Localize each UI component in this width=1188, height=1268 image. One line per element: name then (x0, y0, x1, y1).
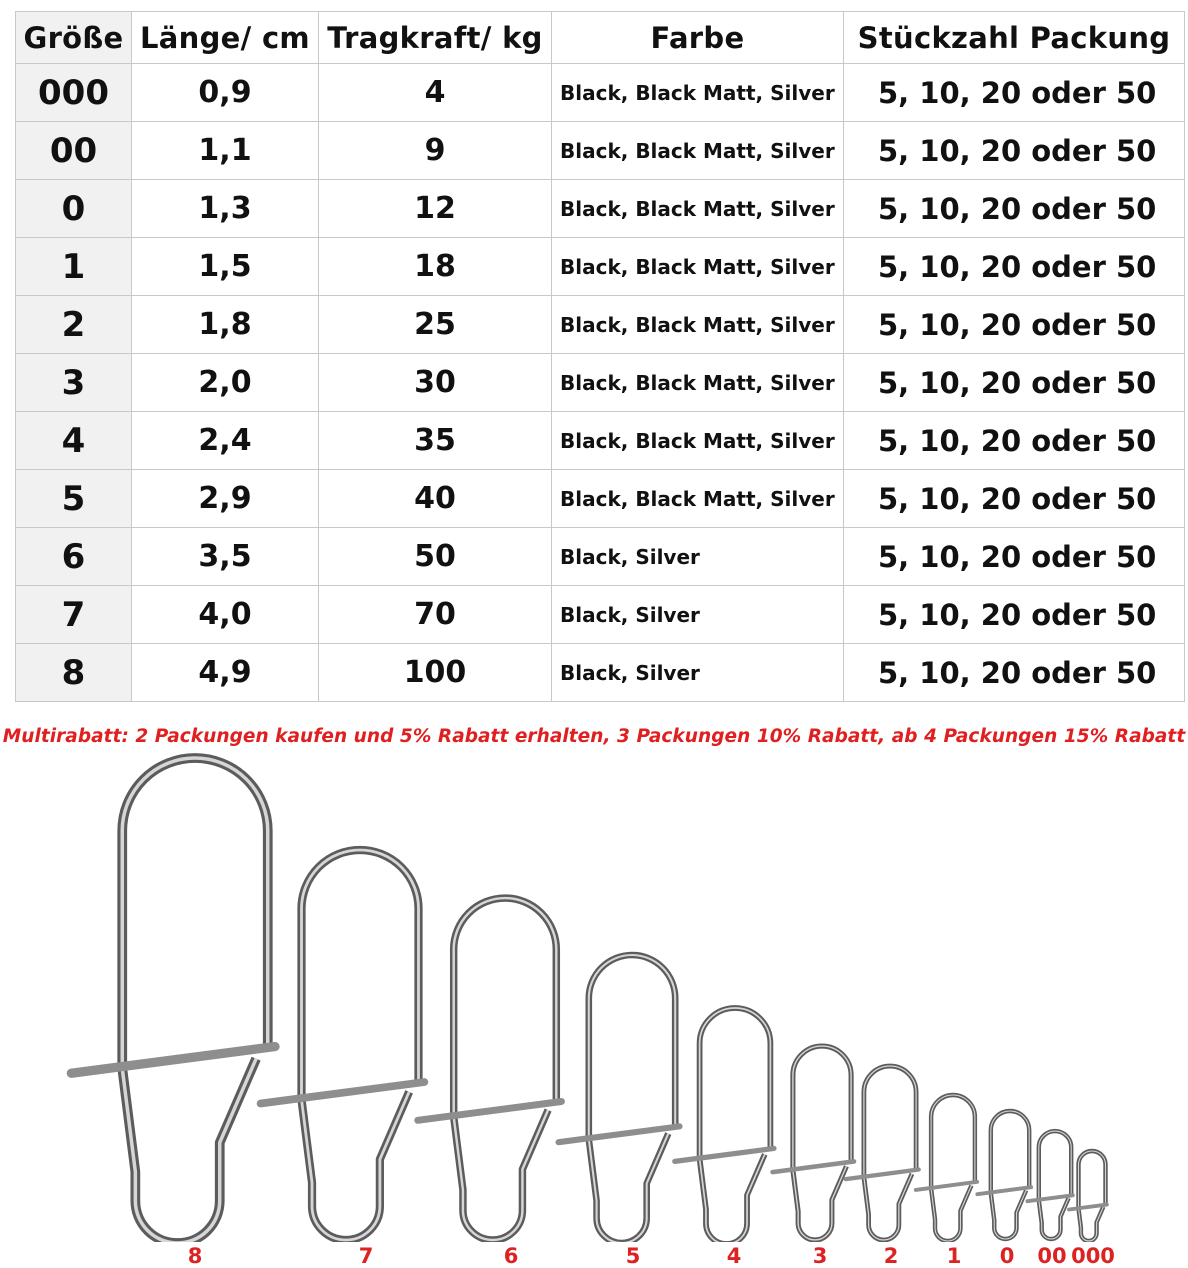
cell-length: 1,8 (132, 296, 319, 354)
cell-load: 70 (319, 586, 552, 644)
snap-size-label: 1 (946, 1244, 962, 1268)
snap-pin-4 (675, 1008, 774, 1242)
cell-pack: 5, 10, 20 oder 50 (844, 180, 1185, 238)
snap-illustration (0, 750, 1188, 1242)
cell-pack: 5, 10, 20 oder 50 (844, 296, 1185, 354)
cell-pack: 5, 10, 20 oder 50 (844, 528, 1185, 586)
snap-pin-3 (773, 1046, 854, 1240)
header-load: Tragkraft/ kg (319, 12, 552, 64)
cell-colors: Black, Black Matt, Silver (552, 180, 844, 238)
snap-pin-5 (559, 955, 680, 1242)
snap-size-label: 5 (625, 1244, 641, 1268)
cell-colors: Black, Black Matt, Silver (552, 64, 844, 122)
header-color: Farbe (552, 12, 844, 64)
discount-note: Multirabatt: 2 Packungen kaufen und 5% Rabatt erhalten, 3 Packungen 10% Rabatt, ab 4 Packungen 15% Rabatt (2, 726, 1186, 747)
cell-colors: Black, Silver (552, 528, 844, 586)
cell-size: 8 (16, 644, 132, 702)
cell-length: 1,5 (132, 238, 319, 296)
cell-colors: Black, Silver (552, 644, 844, 702)
snap-pin-1 (916, 1095, 977, 1241)
snap-size-label: 7 (358, 1244, 374, 1268)
cell-pack: 5, 10, 20 oder 50 (844, 586, 1185, 644)
cell-load: 50 (319, 528, 552, 586)
table-row (16, 412, 1185, 470)
cell-colors: Black, Black Matt, Silver (552, 296, 844, 354)
cell-length: 1,1 (132, 122, 319, 180)
table-row (16, 64, 1185, 122)
cell-length: 2,4 (132, 412, 319, 470)
table-row (16, 238, 1185, 296)
table-header-row (16, 12, 1185, 64)
cell-size: 00 (16, 122, 132, 180)
cell-load: 40 (319, 470, 552, 528)
cell-load: 35 (319, 412, 552, 470)
header-size: Größe (16, 12, 132, 64)
snap-pin-0 (977, 1111, 1031, 1239)
cell-colors: Black, Black Matt, Silver (552, 354, 844, 412)
snap-pin-6 (418, 898, 562, 1240)
cell-length: 2,9 (132, 470, 319, 528)
snap-pin-8 (71, 758, 275, 1242)
snap-size-label: 8 (187, 1244, 203, 1268)
table-row (16, 644, 1185, 702)
cell-pack: 5, 10, 20 oder 50 (844, 238, 1185, 296)
cell-length: 4,0 (132, 586, 319, 644)
snap-pin-2 (846, 1066, 919, 1240)
cell-length: 0,9 (132, 64, 319, 122)
cell-pack: 5, 10, 20 oder 50 (844, 354, 1185, 412)
cell-length: 1,3 (132, 180, 319, 238)
cell-pack: 5, 10, 20 oder 50 (844, 644, 1185, 702)
cell-pack: 5, 10, 20 oder 50 (844, 470, 1185, 528)
header-pack: Stückzahl Packung (844, 12, 1185, 64)
cell-pack: 5, 10, 20 oder 50 (844, 64, 1185, 122)
cell-load: 30 (319, 354, 552, 412)
cell-pack: 5, 10, 20 oder 50 (844, 412, 1185, 470)
snap-size-label: 6 (503, 1244, 519, 1268)
snap-size-label: 4 (726, 1244, 742, 1268)
cell-load: 4 (319, 64, 552, 122)
snap-size-label: 000 (1071, 1244, 1115, 1268)
snap-size-label: 2 (883, 1244, 899, 1268)
cell-load: 25 (319, 296, 552, 354)
cell-length: 2,0 (132, 354, 319, 412)
cell-size: 0 (16, 180, 132, 238)
table-row (16, 354, 1185, 412)
table-row (16, 180, 1185, 238)
cell-pack: 5, 10, 20 oder 50 (844, 122, 1185, 180)
cell-load: 12 (319, 180, 552, 238)
table-row (16, 296, 1185, 354)
snap-size-label: 0 (999, 1244, 1015, 1268)
header-length: Länge/ cm (132, 12, 319, 64)
cell-size: 000 (16, 64, 132, 122)
cell-size: 2 (16, 296, 132, 354)
cell-size: 3 (16, 354, 132, 412)
cell-load: 18 (319, 238, 552, 296)
cell-colors: Black, Black Matt, Silver (552, 238, 844, 296)
table-row (16, 470, 1185, 528)
table-row (16, 586, 1185, 644)
cell-size: 5 (16, 470, 132, 528)
snap-pin-000 (1069, 1151, 1107, 1241)
cell-load: 100 (319, 644, 552, 702)
spec-table (15, 11, 1185, 702)
cell-colors: Black, Black Matt, Silver (552, 412, 844, 470)
cell-size: 7 (16, 586, 132, 644)
snap-pin-7 (261, 850, 425, 1240)
cell-length: 3,5 (132, 528, 319, 586)
cell-size: 4 (16, 412, 132, 470)
snap-pin-00 (1027, 1131, 1072, 1239)
cell-colors: Black, Silver (552, 586, 844, 644)
cell-colors: Black, Black Matt, Silver (552, 470, 844, 528)
cell-size: 6 (16, 528, 132, 586)
table-row (16, 528, 1185, 586)
snap-size-label: 00 (1037, 1244, 1067, 1268)
table-row (16, 122, 1185, 180)
cell-colors: Black, Black Matt, Silver (552, 122, 844, 180)
cell-length: 4,9 (132, 644, 319, 702)
cell-load: 9 (319, 122, 552, 180)
snap-size-label: 3 (812, 1244, 828, 1268)
cell-size: 1 (16, 238, 132, 296)
